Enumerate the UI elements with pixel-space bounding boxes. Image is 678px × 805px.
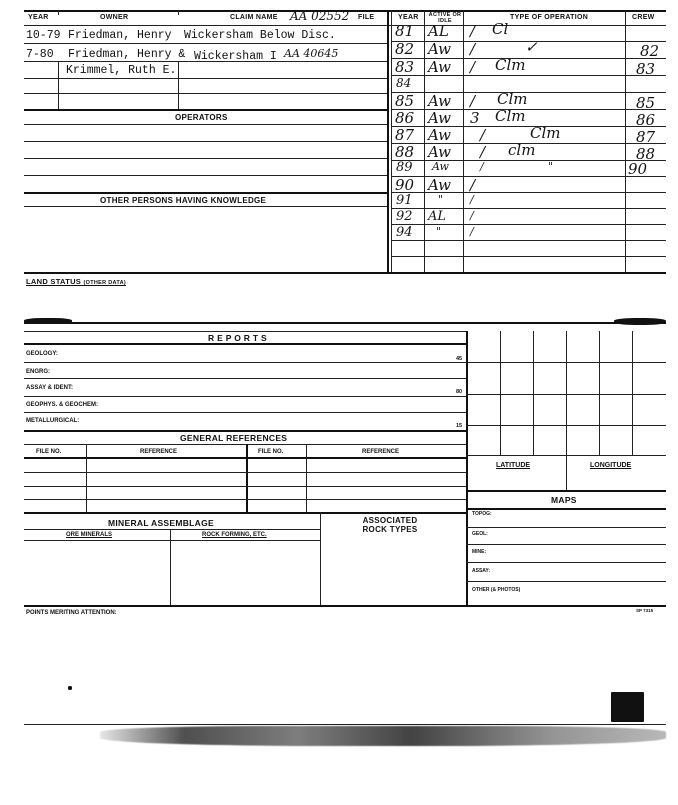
activity-type: Clm — [495, 107, 526, 125]
report-label: ASSAY & IDENT: — [26, 385, 74, 391]
scan-noise-band — [100, 726, 666, 746]
activity-year: 84 — [396, 76, 412, 90]
activity-type: Clm — [530, 124, 561, 142]
activity-count: / — [470, 92, 476, 110]
longitude-label: LONGITUDE — [590, 462, 632, 469]
ore-minerals-header: ORE MINERALS — [66, 532, 113, 538]
activity-year: 92 — [396, 209, 413, 224]
report-label: ENGRG: — [26, 369, 50, 375]
activity-crew: 90 — [628, 160, 648, 178]
land-status-heading: LAND STATUS (OTHER DATA) — [26, 277, 126, 286]
activity-status: Aw — [428, 176, 451, 194]
activity-count: / — [470, 193, 474, 206]
activity-count: / — [470, 40, 476, 58]
activity-status: Aw — [428, 143, 451, 161]
rock-forming-header: ROCK FORMING, ETC. — [202, 532, 267, 538]
maps-heading: MAPS — [551, 495, 577, 505]
owner-name: Friedman, Henry & — [68, 48, 186, 61]
report-number: 45 — [456, 356, 463, 362]
activity-year: 91 — [396, 193, 413, 208]
scan-dot — [68, 686, 72, 690]
owner-note: AA 40645 — [284, 47, 339, 60]
activity-year: 89 — [396, 160, 413, 175]
claim-id-handwritten: AA 02552 — [290, 9, 350, 23]
owner-name: Friedman, Henry — [68, 29, 172, 42]
scan-square-mark — [611, 692, 644, 722]
activity-type: " — [548, 160, 554, 173]
maps-topog-label: TOPOG: — [472, 511, 492, 517]
file-header: FILE — [358, 14, 375, 21]
activity-status: Aw — [428, 109, 451, 127]
reports-heading: R E P O R T S — [208, 333, 268, 343]
owner-header: OWNER — [100, 14, 129, 21]
activity-year: 82 — [395, 40, 415, 58]
year2-header: YEAR — [398, 14, 419, 21]
report-label: GEOLOGY: — [26, 351, 58, 357]
type-operation-header: TYPE OF OPERATION — [510, 14, 589, 21]
report-number: 15 — [456, 423, 463, 429]
general-references-heading: GENERAL REFERENCES — [180, 433, 288, 443]
report-label: METALLURGICAL: — [26, 418, 80, 424]
maps-mine-label: MINE: — [472, 549, 487, 555]
activity-count: / — [470, 225, 474, 238]
activity-count: / — [470, 58, 476, 76]
activity-year: 94 — [396, 225, 413, 240]
activity-type: ✓ — [525, 38, 538, 56]
maps-geol-label: GEOL: — [472, 531, 488, 537]
activity-count: / — [480, 143, 486, 161]
reference-header: REFERENCE — [140, 449, 178, 455]
activity-crew: 82 — [640, 42, 660, 60]
activity-status: " — [436, 225, 442, 238]
activity-year: 88 — [395, 143, 415, 161]
activity-status: " — [438, 193, 444, 206]
activity-year: 83 — [395, 58, 415, 76]
activity-status: Aw — [428, 58, 451, 76]
activity-year: 87 — [395, 126, 415, 144]
activity-count: / — [470, 209, 474, 222]
activity-crew: 88 — [636, 145, 656, 163]
activity-status: Aw — [428, 40, 451, 58]
owner-name: Krimmel, Ruth E. — [66, 64, 177, 77]
mineral-assemblage-heading: MINERAL ASSEMBLAGE — [108, 518, 214, 528]
activity-crew: 86 — [636, 111, 656, 129]
activity-type: Clm — [497, 90, 528, 108]
activity-year: 86 — [395, 109, 415, 127]
activity-year: 85 — [395, 92, 415, 110]
activity-count: / — [470, 22, 476, 40]
activity-count: / — [480, 160, 484, 173]
activity-status: AL — [428, 209, 447, 224]
activity-year: 90 — [395, 176, 415, 194]
owner-year: 10-79 — [26, 29, 61, 42]
activity-crew: 83 — [636, 60, 656, 78]
reference2-header: REFERENCE — [362, 449, 400, 455]
owner-claim: Wickersham I — [194, 50, 277, 63]
file-no2-header: FILE NO. — [258, 449, 284, 455]
activity-count: / — [470, 176, 476, 194]
operators-heading: OPERATORS — [175, 113, 228, 122]
associated-rock-types-heading: ASSOCIATED ROCK TYPES — [362, 516, 418, 534]
owner-year: 7-80 — [26, 48, 54, 61]
file-no-header: FILE NO. — [36, 449, 62, 455]
report-label: GEOPHYS. & GEOCHEM: — [26, 402, 99, 408]
latitude-label: LATITUDE — [496, 462, 531, 469]
year-header: YEAR — [28, 14, 49, 21]
activity-type: Clm — [495, 56, 526, 74]
activity-crew: 87 — [636, 128, 656, 146]
claim-name-header: CLAIM NAME — [230, 14, 278, 21]
activity-status: Aw — [428, 126, 451, 144]
maps-assay-label: ASSAY: — [472, 568, 491, 574]
activity-status: Aw — [428, 92, 451, 110]
active-idle-header: ACTIVE OR IDLE — [428, 12, 462, 24]
owner-claim: Wickersham Below Disc. — [184, 29, 336, 42]
form-number: SP 7315 — [636, 608, 654, 613]
activity-year: 81 — [395, 22, 415, 40]
maps-other-label: OTHER (& PHOTOS) — [472, 587, 521, 593]
other-persons-heading: OTHER PERSONS HAVING KNOWLEDGE — [100, 196, 267, 205]
points-meriting-label: POINTS MERITING ATTENTION: — [26, 610, 117, 616]
activity-type: clm — [508, 141, 536, 159]
activity-type: Cl — [492, 20, 509, 38]
activity-crew: 85 — [636, 94, 656, 112]
crew-header: CREW — [632, 14, 655, 21]
report-number: 80 — [456, 389, 463, 395]
activity-count: / — [480, 126, 486, 144]
activity-status: Aw — [432, 160, 449, 173]
activity-count: 3 — [470, 109, 480, 127]
activity-status: AL — [428, 22, 449, 40]
